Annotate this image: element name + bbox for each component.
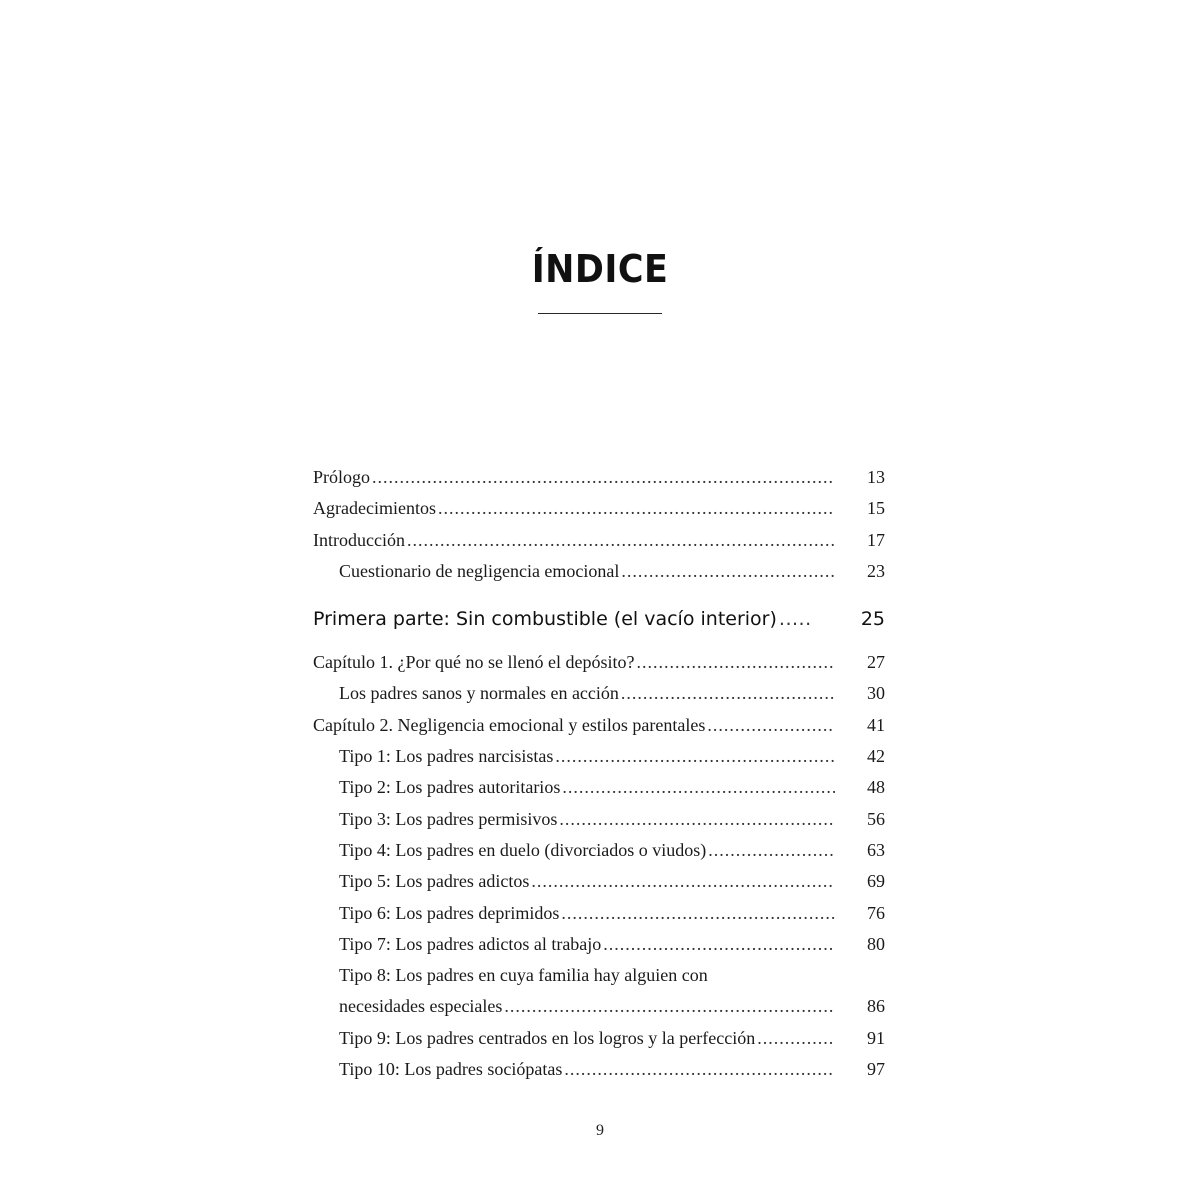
toc-entry-title: Tipo 4: Los padres en duelo (divorciados o viudos): [339, 839, 707, 860]
toc-entry-lead: [313, 929, 835, 960]
toc-leader-dots: [621, 556, 835, 587]
toc-entry-lead: [313, 991, 835, 1022]
toc-entry-lead: [313, 462, 835, 493]
toc-entry-title: Introducción: [313, 529, 405, 550]
toc-leader-dots: [621, 678, 835, 709]
toc-part-one-entries: [313, 647, 885, 1085]
toc-entry-title: necesidades especiales: [339, 996, 503, 1017]
toc-leader-dots: [372, 462, 835, 493]
toc-leader-dots: [603, 929, 835, 960]
toc-page-number: 97: [867, 1059, 885, 1080]
toc-leader-dots: [407, 525, 835, 556]
toc-page-number: 15: [867, 498, 885, 519]
table-of-contents: [313, 462, 885, 1085]
toc-entry-title: Tipo 1: Los padres narcisistas: [339, 746, 554, 767]
toc-leader-dots: [504, 991, 835, 1022]
toc-leader-dots: [531, 866, 835, 897]
toc-entry[interactable]: [313, 493, 885, 524]
toc-entry-lead: [313, 493, 835, 524]
toc-entry[interactable]: [313, 678, 885, 709]
toc-entry-title: Tipo 8: Los padres en cuya familia hay alguien con: [339, 965, 708, 986]
toc-entry[interactable]: [313, 866, 885, 897]
toc-entry-lead: [313, 898, 835, 929]
toc-page-number: 27: [867, 652, 885, 673]
toc-entry[interactable]: [313, 1054, 885, 1085]
toc-entry-title: Tipo 6: Los padres deprimidos: [339, 902, 560, 923]
toc-leader-dots: [438, 493, 835, 524]
toc-entry-lead: [313, 866, 835, 897]
toc-entry-title: Tipo 3: Los padres permisivos: [339, 808, 558, 829]
toc-page-number: 86: [867, 996, 885, 1017]
toc-entry-title: Tipo 10: Los padres sociópatas: [339, 1059, 563, 1080]
toc-page-number: 41: [867, 714, 885, 735]
toc-entry-lead: [313, 772, 835, 803]
toc-entry-lead: [313, 678, 835, 709]
page-title: ÍNDICE: [531, 247, 669, 291]
toc-entry[interactable]: [313, 741, 885, 772]
toc-leader-dots: [707, 710, 835, 741]
toc-page-number: 80: [867, 933, 885, 954]
toc-leader-dots: [636, 647, 835, 678]
toc-page-number: 23: [867, 560, 885, 581]
toc-entry-title: Prólogo: [313, 467, 371, 487]
toc-entry-title: Tipo 2: Los padres autoritarios: [339, 777, 561, 798]
toc-entry-title: Los padres sanos y normales en acción: [339, 683, 619, 704]
toc-leader-dots: [561, 898, 835, 929]
toc-page-number: 91: [867, 1027, 885, 1048]
toc-entry-lead: [313, 1023, 835, 1054]
toc-entry-lead: [313, 960, 835, 991]
toc-entry[interactable]: [313, 898, 885, 929]
toc-entry[interactable]: [313, 960, 885, 991]
toc-page-number: 76: [867, 902, 885, 923]
toc-page-number: 63: [867, 839, 885, 860]
toc-part-heading[interactable]: [313, 597, 885, 641]
toc-page-number: 25: [860, 608, 885, 631]
toc-entry-lead: [313, 1054, 835, 1085]
toc-page-number: 56: [867, 808, 885, 829]
title-underline: [538, 313, 662, 314]
toc-page-number: 30: [867, 683, 885, 704]
toc-entry-lead: [313, 710, 835, 741]
toc-entry-title: Tipo 7: Los padres adictos al trabajo: [339, 933, 602, 954]
toc-page-number: 48: [867, 777, 885, 798]
toc-entry-lead: [313, 525, 835, 556]
toc-leader-dots: [779, 597, 835, 641]
toc-entry[interactable]: [313, 929, 885, 960]
toc-entry-lead: [313, 741, 835, 772]
toc-entry-title: Capítulo 1. ¿Por qué no se llenó el depósito?: [313, 652, 635, 673]
page-number: 9: [596, 1122, 604, 1139]
toc-entry-title: Capítulo 2. Negligencia emocional y estilos parentales: [313, 714, 706, 735]
toc-entry[interactable]: [313, 647, 885, 678]
toc-entry-title: Agradecimientos: [313, 498, 436, 519]
toc-entry-title: Tipo 5: Los padres adictos: [339, 871, 530, 892]
toc-entry-title: Tipo 9: Los padres centrados en los logros y la perfección: [339, 1027, 756, 1048]
toc-leader-dots: [559, 804, 835, 835]
toc-entry-title: Cuestionario de negligencia emocional: [339, 560, 620, 581]
toc-entry[interactable]: [313, 525, 885, 556]
toc-leader-dots: [555, 741, 835, 772]
toc-leader-dots: [564, 1054, 835, 1085]
toc-entry[interactable]: [313, 556, 885, 587]
toc-entry[interactable]: [313, 462, 885, 493]
toc-entry-lead: [313, 835, 835, 866]
toc-page-number: 13: [867, 467, 885, 487]
toc-leader-dots: [757, 1023, 835, 1054]
toc-entry-lead: [313, 556, 835, 587]
toc-entry[interactable]: [313, 1023, 885, 1054]
toc-entry-lead: [313, 597, 835, 641]
toc-page-number: 69: [867, 871, 885, 892]
toc-front-matter: [313, 462, 885, 587]
toc-entry[interactable]: [313, 991, 885, 1022]
toc-entry-lead: [313, 804, 835, 835]
toc-entry[interactable]: [313, 772, 885, 803]
toc-entry[interactable]: [313, 835, 885, 866]
toc-part-title: Primera parte: Sin combustible (el vacío interior): [313, 608, 777, 631]
toc-entry-lead: [313, 647, 835, 678]
toc-entry[interactable]: [313, 804, 885, 835]
toc-page-number: 17: [867, 529, 885, 550]
toc-leader-dots: [562, 772, 835, 803]
toc-entry[interactable]: [313, 710, 885, 741]
toc-page-number: 42: [867, 746, 885, 767]
toc-leader-dots: [708, 835, 835, 866]
